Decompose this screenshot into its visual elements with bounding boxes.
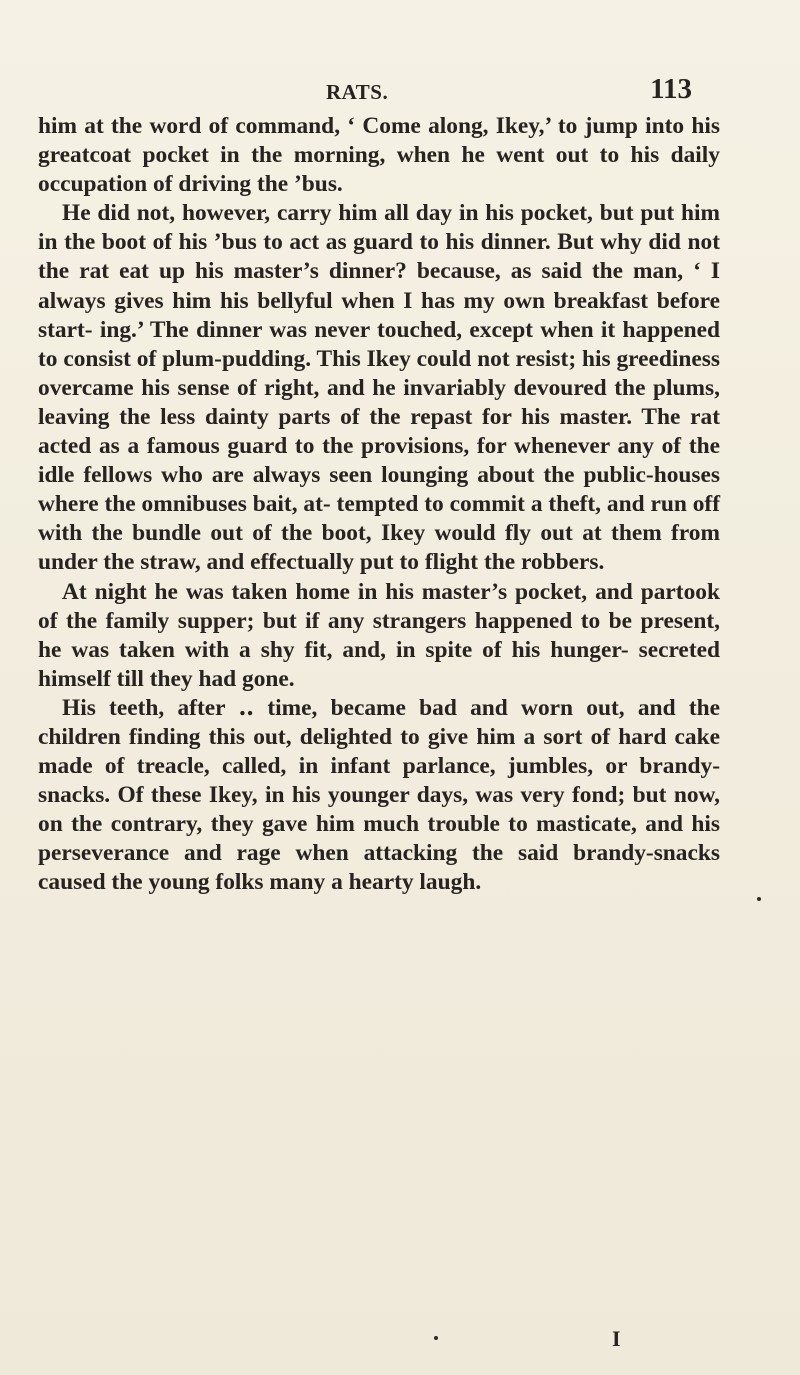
running-head: RATS. bbox=[326, 80, 389, 104]
paragraph-3: At night he was taken home in his master’s pocket, and partook of the family supper; but if any strangers happened to be present, he was taken with a shy fit, and, in spite of his hunger- secreted himself till they had gone. bbox=[38, 578, 720, 692]
body-text bbox=[38, 112, 720, 898]
page-number: 113 bbox=[650, 73, 692, 105]
paragraph-1: him at the word of command, ‘ Come along, Ikey,’ to jump into his greatcoat pocket in the morning, when he went out to his daily occupation of driving the ’bus. bbox=[38, 113, 720, 198]
margin-mark bbox=[757, 897, 761, 901]
signature-mark: I bbox=[612, 1326, 621, 1351]
footer-mark bbox=[434, 1336, 438, 1340]
paragraph-2: He did not, however, carry him all day in his pocket, but put him in the boot of his ’bus to act as guard to his dinner. But why did not the rat eat up his master’s dinner? because, as said the man, ‘ I always gives him his bellyful when I has my own breakfast before start- ing.’ The dinner was never touched, except when it happened to consist of plum-pudding. This Ikey could not resist; his greediness overcame his sense of right, and he invariably devoured the plums, leaving the less dainty parts of the repast for his master. The rat acted as a famous guard to the provisions, for whenever any of the idle fellows who are always seen lounging about the public-houses where the omnibuses bait, at- tempted to commit a theft, and run off with the bundle out of the boot, Ikey would fly out at them from under the straw, and effectually put to flight the robbers. bbox=[38, 200, 720, 576]
paragraph-4: His teeth, after ‥ time, became bad and worn out, and the children finding this out, delighted to give him a sort of hard cake made of treacle, called, in infant parlance, jumbles, or brandy-snacks. Of these Ikey, in his younger days, was very fond; but now, on the contrary, they gave him much trouble to masticate, and his perseverance and rage when attacking the said brandy-snacks caused the young folks many a hearty laugh. bbox=[38, 694, 720, 896]
page-header bbox=[300, 62, 692, 105]
